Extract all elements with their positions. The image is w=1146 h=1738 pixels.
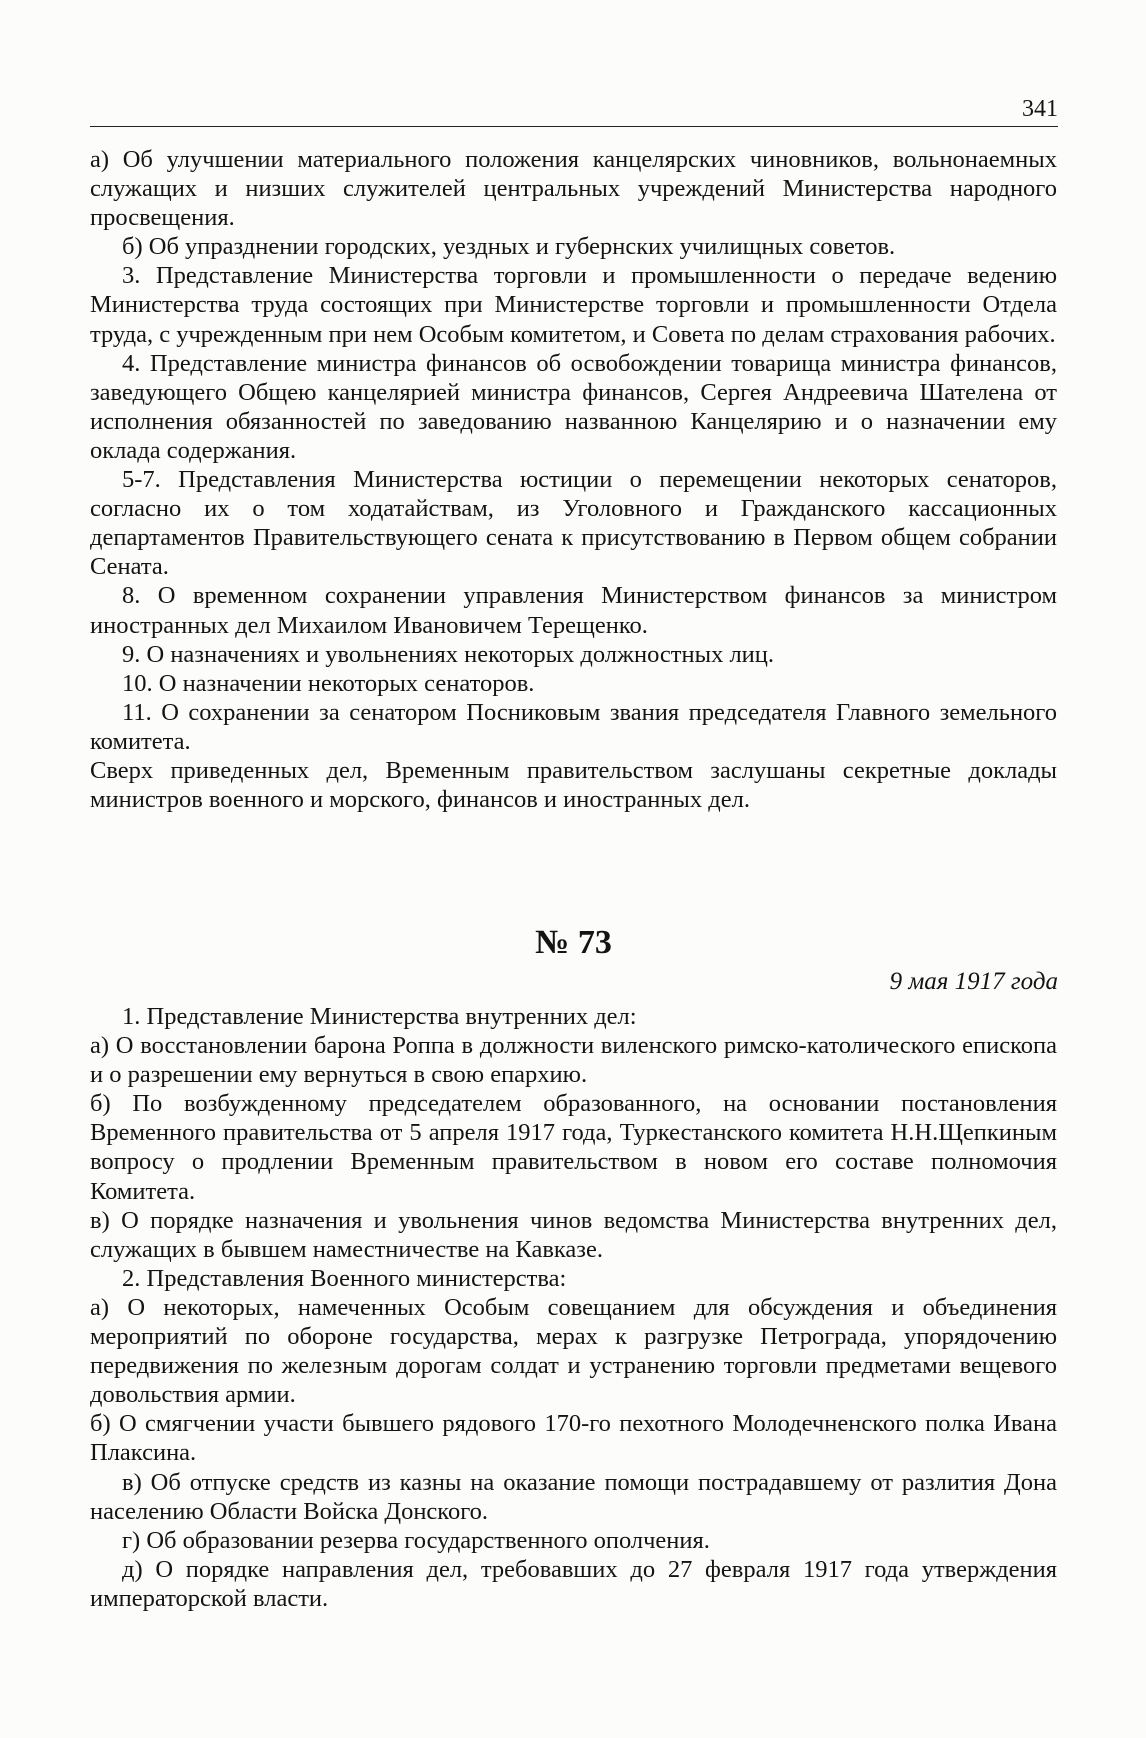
paragraph: 10. О назначении некоторых сенаторов. — [122, 669, 535, 697]
paragraph: г) Об образовании резерва государственного ополчения. — [122, 1526, 710, 1554]
paragraph: 11. О сохранении за сенатором Посниковым звания председателя Главного земельного комитета. — [90, 698, 1057, 755]
paragraph: б) Об упразднении городских, уездных и губернских училищных советов. — [122, 233, 896, 261]
paragraph: б) О смягчении участи бывшего рядового 170-го пехотного Молодечненского полка Ивана Плаксина. — [90, 1410, 1057, 1467]
paragraph: д) О порядке направления дел, требовавших до 27 февраля 1917 года утверждения императорской власти. — [90, 1555, 1057, 1612]
paragraph: 5-7. Представления Министерства юстиции о перемещении некоторых сенаторов, согласно их о том ходатайствам, из Уголовного и Гражданского кассационных департаментов Правительствующего сената к присутствованию в Первом общем собрании Сената. — [90, 466, 1057, 581]
paragraph: б) По возбужденному председателем образованного, на основании постановления Временного правительства от 5 апреля 1917 года, Туркестанского комитета Н.Н.Щепкиным вопросу о продлении Временным правительством в новом его составе полномочия Комитета. — [90, 1090, 1057, 1205]
paragraph: 9. О назначениях и увольнениях некоторых должностных лиц. — [122, 640, 775, 668]
header-rule — [90, 126, 1058, 127]
paragraph: 8. О временном сохранении управления Министерством финансов за министром иностранных дел Михаилом Ивановичем Терещенко. — [90, 582, 1057, 639]
document-date: 9 мая 1917 года — [889, 968, 1058, 995]
paragraph: в) О порядке назначения и увольнения чинов ведомства Министерства внутренних дел, служащих в бывшем наместничестве на Кавказе. — [90, 1206, 1057, 1263]
section-2-body — [90, 1002, 1057, 1613]
paragraph: 1. Представление Министерства внутренних дел: — [122, 1003, 637, 1030]
paragraph: а) Об улучшении материального положения канцелярских чиновников, вольнонаемных служащих и низших служителей центральных учреждений Министерства народного просвещения. — [90, 146, 1057, 232]
section-1-body — [90, 145, 1057, 814]
document-number: № 73 — [535, 924, 612, 961]
paragraph: 3. Представление Министерства торговли и промышленности о передаче ведению Министерства труда состоящих при Министерстве торговли и промышленности Отдела труда, с учрежденным при нем Особым комитетом, и Совета по делам страхования рабочих. — [90, 262, 1057, 348]
paragraph: а) О восстановлении барона Роппа в должности виленского римско-католического епископа и о разрешении ему вернуться в свою епархию. — [90, 1032, 1057, 1089]
paragraph: Сверх приведенных дел, Временным правительством заслушаны секретные доклады министров военного и морского, финансов и иностранных дел. — [90, 756, 1057, 814]
paragraph: а) О некоторых, намеченных Особым совещанием для обсуждения и объединения мероприятий по обороне государства, мерах к разгрузке Петрограда, упорядочению передвижения по железным дорогам солдат и устранению торговли предметами вещевого довольствия армии. — [90, 1293, 1057, 1409]
paragraph: в) Об отпуске средств из казны на оказание помощи пострадавшему от разлития Дона населению Области Войска Донского. — [90, 1468, 1057, 1525]
paragraph: 4. Представление министра финансов об освобождении товарища министра финансов, заведующего Общею канцелярией министра финансов, Сергея Андреевича Шателена от исполнения обязанностей по заведованию названною Канцелярию и о назначении ему оклада содержания. — [90, 349, 1057, 464]
paragraph: 2. Представления Военного министерства: — [122, 1264, 567, 1292]
page-number: 341 — [1022, 96, 1058, 122]
